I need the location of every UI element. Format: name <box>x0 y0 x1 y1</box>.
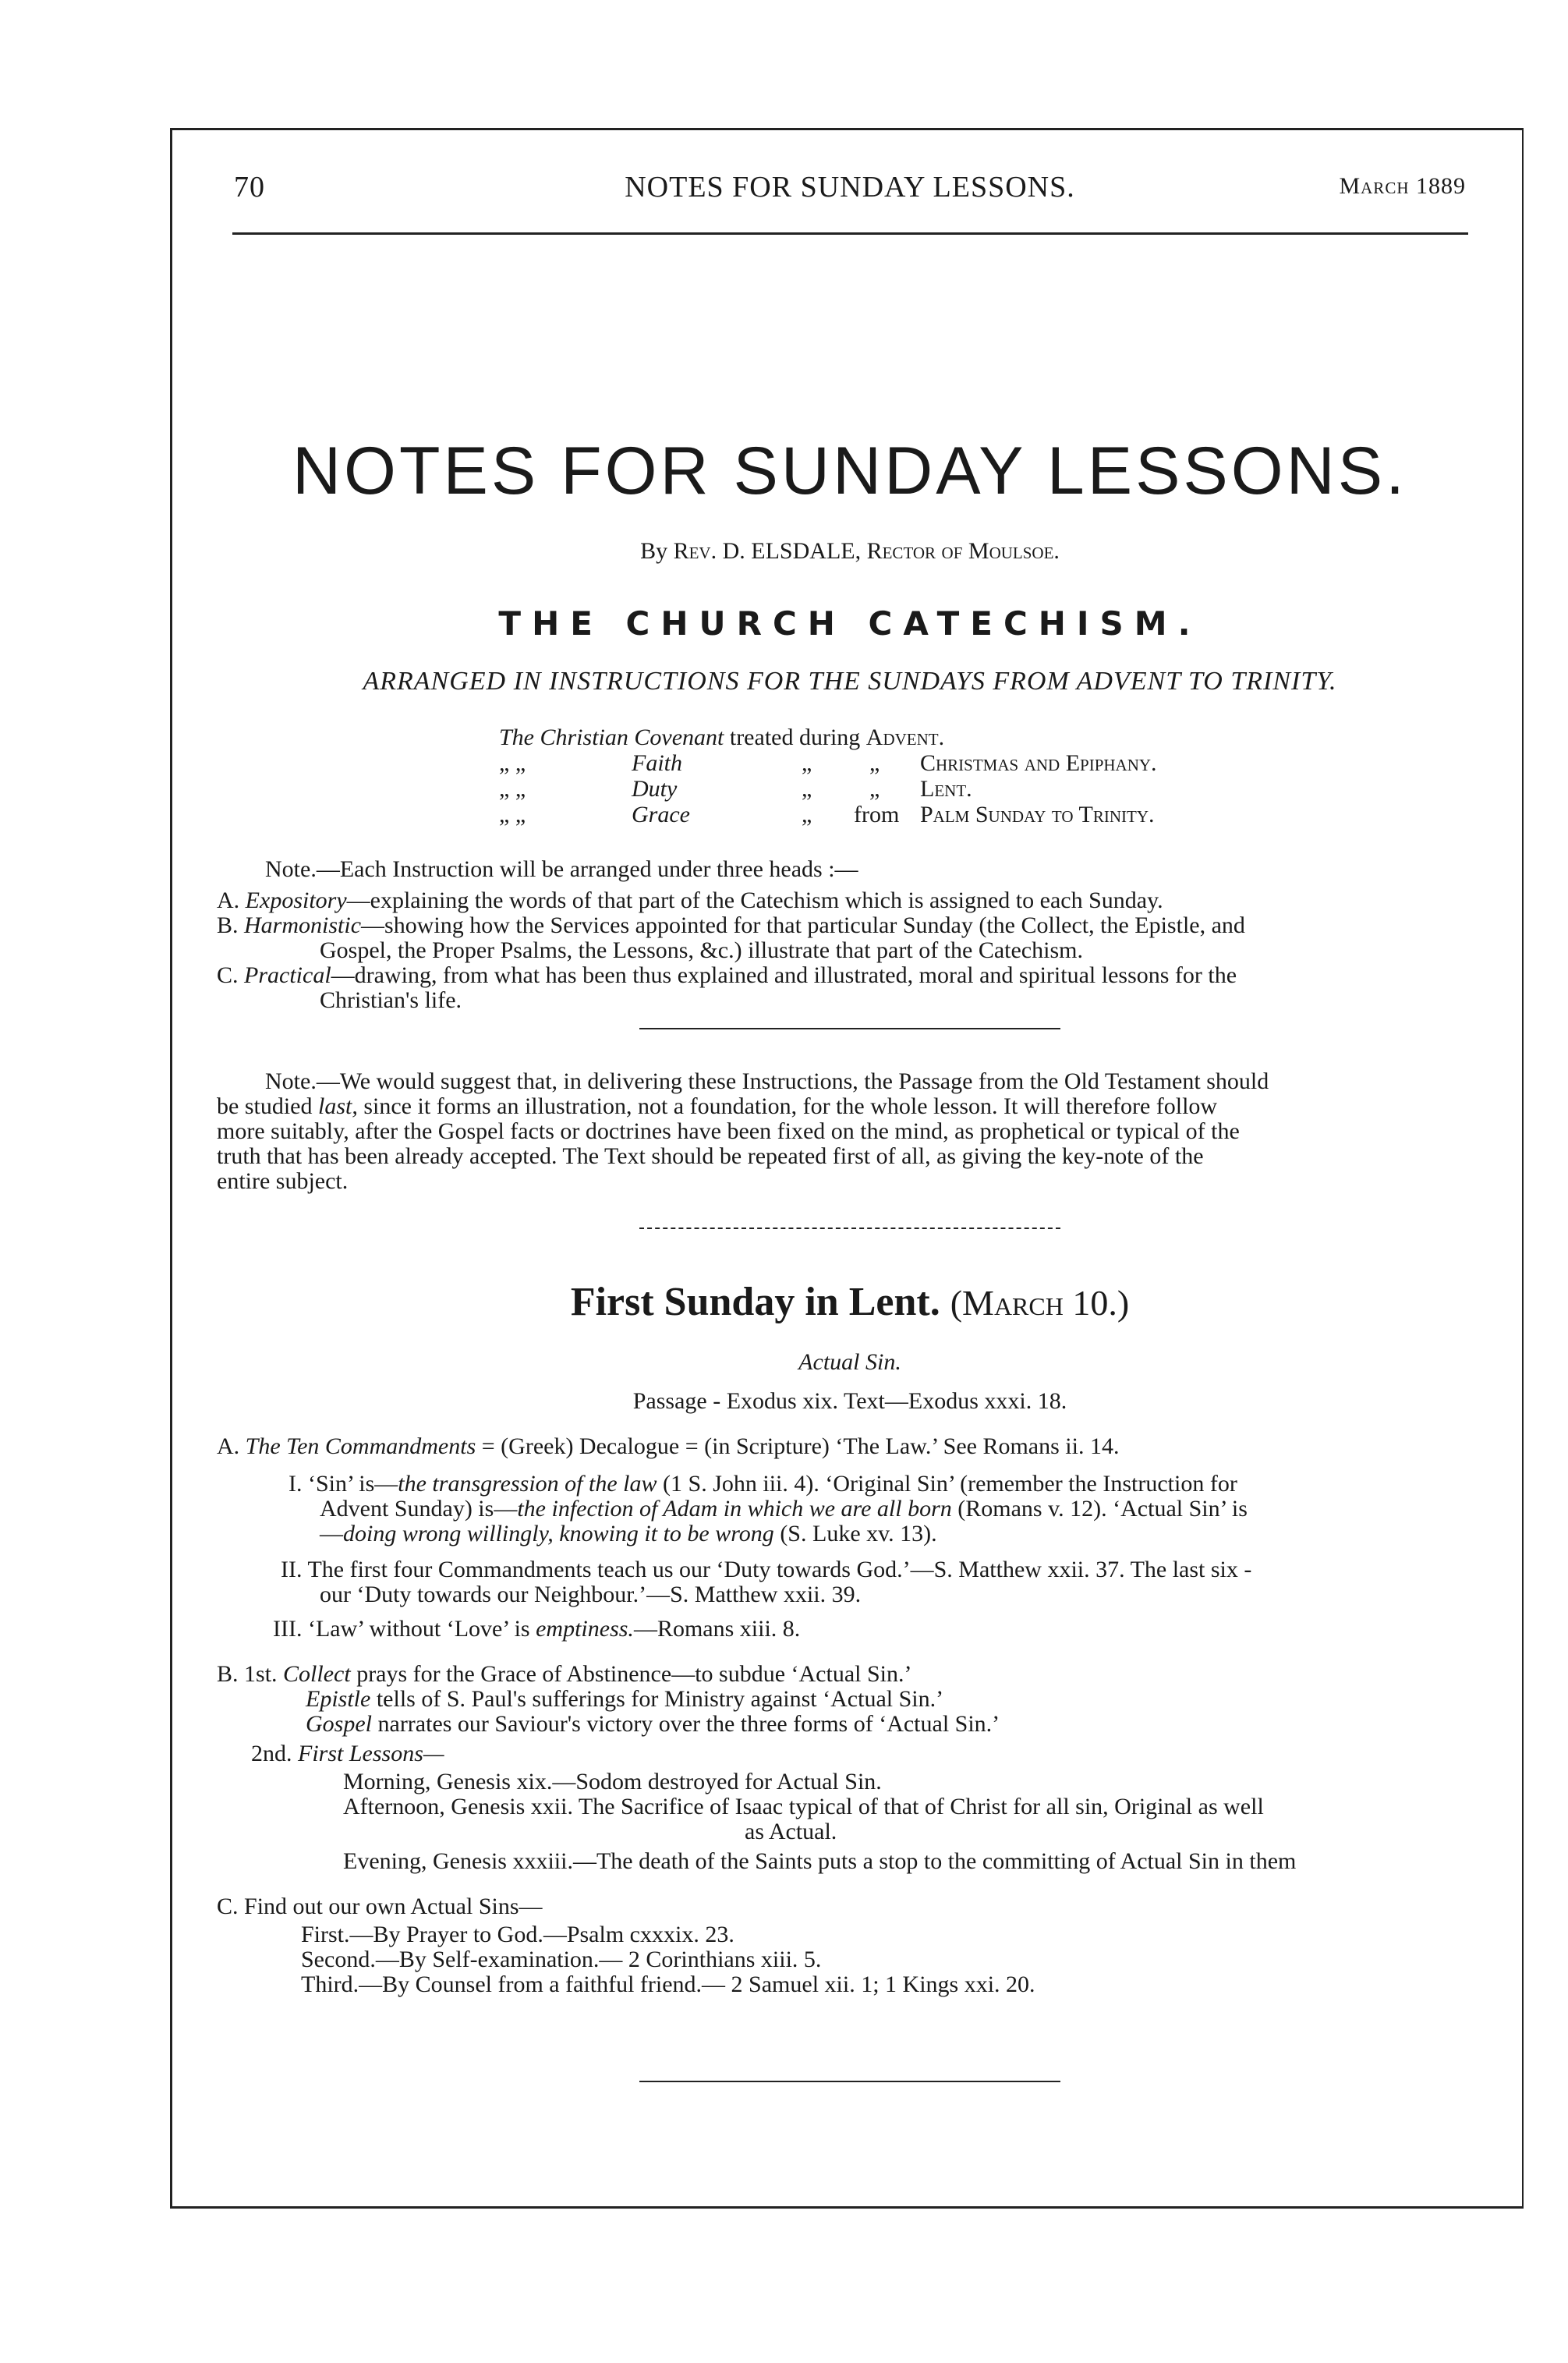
sunday-heading <box>234 1279 1466 1325</box>
section-title: THE CHURCH CATECHISM. <box>498 604 1202 643</box>
note1-item-b: B. Harmonistic—showing how the Services appointed for that particular Sunday (the Collect, the Epistle, and <box>217 912 1245 938</box>
author-line: By Rev. D. ELSDALE, Rector of Moulsoe. <box>640 538 1060 564</box>
divider-1 <box>639 1028 1060 1029</box>
sunday-title: First Sunday in Lent. <box>570 1280 940 1324</box>
note2-line-1: Note.—We would suggest that, in delivering these Instructions, the Passage from the Old Testament should <box>265 1068 1269 1094</box>
note1-item-c: C. Practical—drawing, from what has been thus explained and illustrated, moral and spiritual lessons for the <box>217 962 1237 988</box>
subtitle: ARRANGED IN INSTRUCTIONS FOR THE SUNDAYS FROM ADVENT TO TRINITY. <box>363 667 1337 696</box>
sunday-topic: Actual Sin. <box>798 1349 901 1375</box>
note2-line-5: entire subject. <box>217 1168 349 1194</box>
section-b-collect: B. 1st. Collect prays for the Grace of Abstinence—to subdue ‘Actual Sin.’ <box>217 1661 912 1687</box>
note1-item-a: A. Expository—explaining the words of that part of the Catechism which is assigned to each Sunday. <box>217 887 1163 913</box>
author-name: D. ELSDALE, <box>717 538 867 564</box>
section-b-morning: Morning, Genesis xix.—Sodom destroyed for Actual Sin. <box>343 1769 882 1794</box>
section-b-epistle: Epistle tells of S. Paul's sufferings for Ministry against ‘Actual Sin.’ <box>306 1686 944 1712</box>
section-a-i-line-1: I. ‘Sin’ is—the transgression of the law (1 S. John iii. 4). ‘Original Sin’ (remember the Instruction for <box>288 1471 1237 1497</box>
section-c-first: First.—By Prayer to God.—Psalm cxxxix. 23. <box>301 1922 734 1947</box>
author-rev: Rev. <box>673 538 717 564</box>
note2-line-3: more suitably, after the Gospel facts or doctrines have been fixed on the mind, as prophetical or typical of the <box>217 1118 1240 1144</box>
section-a-ii-line-1: II. The first four Commandments teach us our ‘Duty towards God.’—S. Matthew xxii. 37. The last six - <box>281 1557 1252 1582</box>
section-b-afternoon-cont: as Actual. <box>745 1819 837 1844</box>
note2-line-4: truth that has been already accepted. The Text should be repeated first of all, as giving the key-note of the <box>217 1143 1204 1169</box>
note1-intro: Note.—Each Instruction will be arranged under three heads :— <box>265 856 858 882</box>
divider-3 <box>639 2081 1060 2082</box>
covenant-row-1: The Christian Covenant treated during Advent. <box>499 724 945 750</box>
section-a-ii-line-2: our ‘Duty towards our Neighbour.’—S. Matthew xxii. 39. <box>320 1582 862 1607</box>
section-a-intro: A. The Ten Commandments = (Greek) Decalogue = (in Scripture) ‘The Law.’ See Romans ii. 14. <box>217 1433 1120 1459</box>
section-b-afternoon: Afternoon, Genesis xxii. The Sacrifice of Isaac typical of that of Christ for all sin, Original as well <box>343 1794 1264 1819</box>
header-rule <box>232 232 1468 235</box>
sunday-passage: Passage - Exodus xix. Text—Exodus xxxi. 18. <box>632 1388 1067 1414</box>
note1-item-b-cont: Gospel, the Proper Psalms, the Lessons, &c.) illustrate that part of the Catechism. <box>320 937 1083 963</box>
section-a-iii: III. ‘Law’ without ‘Love’ is emptiness.—Romans xiii. 8. <box>273 1616 801 1642</box>
section-b-lessons: 2nd. First Lessons— <box>251 1741 444 1766</box>
section-b-gospel: Gospel narrates our Saviour's victory over the three forms of ‘Actual Sin.’ <box>306 1711 1000 1737</box>
section-a-i-line-3: —doing wrong willingly, knowing it to be wrong (S. Luke xv. 13). <box>320 1521 937 1546</box>
section-c-intro: C. Find out our own Actual Sins— <box>217 1894 543 1919</box>
section-c-second: Second.—By Self-examination.— 2 Corinthians xiii. 5. <box>301 1947 822 1972</box>
divider-2 <box>639 1228 1060 1229</box>
author-role: Rector of Moulsoe. <box>866 538 1060 564</box>
section-a-i-line-2: Advent Sunday) is—the infection of Adam in which we are all born (Romans v. 12). ‘Actual Sin’ is <box>320 1496 1248 1522</box>
section-c-third: Third.—By Counsel from a faithful friend.— 2 Samuel xii. 1; 1 Kings xxi. 20. <box>301 1972 1035 1997</box>
page-number: 70 <box>234 171 265 204</box>
sunday-date: (March 10.) <box>950 1283 1130 1323</box>
running-header <box>234 170 1466 209</box>
running-title: NOTES FOR SUNDAY LESSONS. <box>625 171 1075 204</box>
page-title: NOTES FOR SUNDAY LESSONS. <box>292 434 1408 508</box>
section-b-evening: Evening, Genesis xxxiii.—The death of the Saints puts a stop to the committing of Actual Sin in them <box>343 1848 1297 1874</box>
note1-item-c-cont: Christian's life. <box>320 987 462 1013</box>
note2-line-2: be studied last, since it forms an illustration, not a foundation, for the whole lesson. It will therefore follow <box>217 1093 1218 1119</box>
issue-date: March 1889 <box>1339 173 1466 199</box>
